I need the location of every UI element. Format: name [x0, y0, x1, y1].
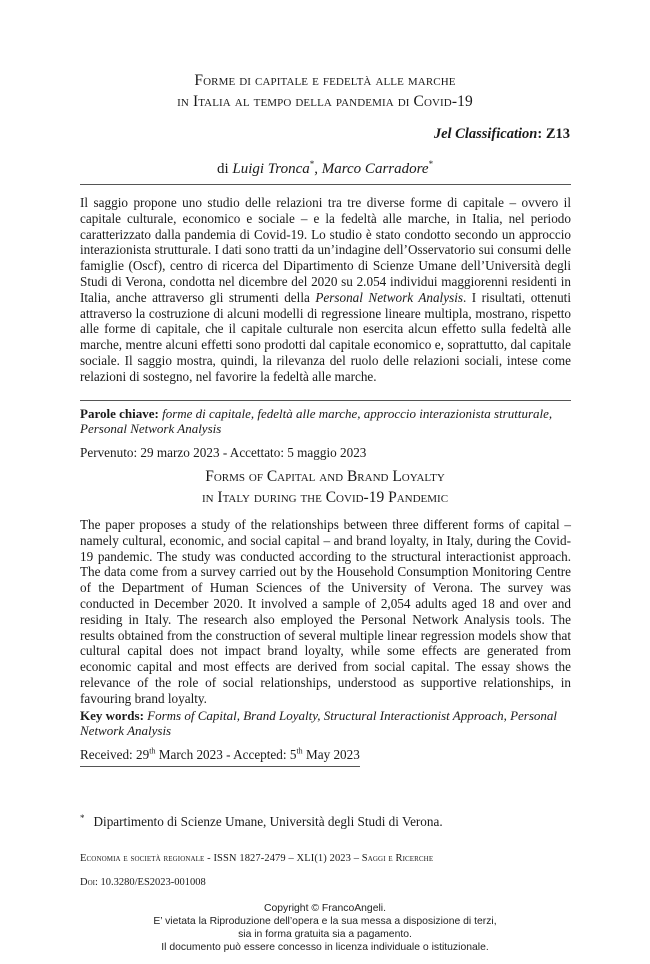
copyright-line-3: sia in forma gratuita sia a pagamento. [238, 929, 412, 940]
author-1-footnote-mark: * [309, 159, 315, 169]
copyright-line-4: Il documento può essere concesso in licenza individuale o istituzionale. [161, 942, 489, 953]
italian-abstract-text-1: Il saggio propone uno studio delle relazioni tra tre diverse forme di capitale – ovvero il capitale culturale, economico e sociale – e la fedeltà alle marche, in Italia, nel periodo caratterizzato dalla pandemia di Covid-19. Lo studio è stato condotto secondo un approccio interazionista strutturale. I dati sono tratti da un’indagine dell’Osservatorio sui consumi delle famiglie (Oscf), centro di ricerca del Dipartimento di Scienze Umane dell’Università degli Studi di Verona, condotta nel dicembre del 2020 su 2.054 individui maggiorenni residenti in Italia, anche attraverso gli strumenti della [80, 195, 571, 305]
italian-abstract [80, 195, 571, 385]
english-title-line-2: in Italy during the Covid-19 Pandemic [201, 489, 449, 506]
accepted-suffix: May 2023 [302, 747, 360, 762]
accepted-ordinal: th [296, 746, 303, 756]
received-prefix: Received: 29 [80, 747, 150, 762]
dates-underline-rule [80, 766, 360, 767]
italian-title-line-2: in Italia al tempo della pandemia di Covid-19 [177, 93, 473, 110]
english-abstract: The paper proposes a study of the relationships between three different forms of capital – namely cultural, economic, and social capital – and brand loyalty, in Italy, during the Covid-19 pandemic. The study was conducted according to the structural interactionist approach. The data come from a survey carried out by the Household Consumption Monitoring Centre of the Department of Human Sciences of the University of Verona. The survey was conducted in December 2020. It involved a sample of 2,054 adults aged 18 and over and residing in Italy. The research also employed the Personal Network Analysis tools. The results obtained from the construction of several multiple linear regression models show that cultural capital does not impact brand loyalty, while some effects are generated from economic capital and most effects are derived from social capital. The essay shows the relevance of the role of social relationships, understood as supportive relationships, in favouring brand loyalty. [80, 517, 571, 706]
copyright-notice [0, 902, 650, 954]
italian-abstract-italic: Personal Network Analysis [315, 289, 464, 305]
jel-code: Z13 [545, 126, 570, 142]
authors-prefix: di [216, 161, 233, 177]
italian-keywords [80, 406, 571, 436]
english-dates [80, 747, 360, 763]
english-keywords-label: Key words: [80, 708, 144, 723]
copyright-line-2: E’ vietata la Riproduzione dell’opera e la sua messa a disposizione di terzi, [153, 916, 497, 927]
italian-dates: Pervenuto: 29 marzo 2023 - Accettato: 5 maggio 2023 [80, 445, 367, 460]
italian-title-line-1: Forme di capitale e fedeltà alle marche [194, 72, 456, 89]
doi-line: Doi: 10.3280/ES2023-001008 [80, 877, 206, 888]
authors [0, 161, 650, 178]
journal-line: Economia e società regionale - ISSN 1827-2479 – XLI(1) 2023 – Saggi e Ricerche [80, 853, 434, 864]
italian-keywords-value: forme di capitale, fedeltà alle marche, approccio interazionista strutturale, Personal Network Analysis [80, 406, 553, 436]
jel-separator: : [537, 126, 546, 142]
italian-keywords-label: Parole chiave: [80, 406, 159, 421]
copyright-line-1: Copyright © FrancoAngeli. [263, 903, 386, 914]
jel-classification [434, 126, 570, 143]
english-keywords [80, 708, 571, 738]
received-ordinal: th [149, 746, 156, 756]
author-2: Marco Carradore [321, 161, 429, 177]
english-title [0, 466, 650, 508]
footnote-mark: * [80, 812, 85, 823]
author-2-footnote-mark: * [428, 159, 434, 169]
italian-title [0, 70, 650, 112]
footnote [80, 814, 443, 830]
abstract-bottom-rule [80, 400, 571, 401]
footnote-text: Dipartimento di Scienze Umane, Università degli Studi di Verona. [93, 814, 443, 829]
received-suffix: March 2023 - Accepted: 5 [155, 747, 297, 762]
jel-label: Jel Classification [433, 126, 538, 142]
italian-abstract-text-2: . I risultati, ottenuti attraverso la costruzione di alcuni modelli di regressione lineare multipla, mostrano, rispetto alle forme di capitale, che il capitale culturale non esercita alcun effetto sulla fedeltà alle marche, mentre alcuni effetti sono prodotti dal capitale economico e, soprattutto, dal capitale sociale. Il saggio mostra, quindi, la rilevanza del ruolo delle relazioni sociali, intese come relazioni di sostegno, nel favorire la fedeltà alle marche. [80, 289, 571, 384]
author-1: Luigi Tronca [232, 161, 310, 177]
abstract-top-rule [80, 184, 571, 185]
english-title-line-1: Forms of Capital and Brand Loyalty [205, 468, 445, 485]
authors-separator: , [314, 161, 322, 177]
english-keywords-value: Forms of Capital, Brand Loyalty, Structural Interactionist Approach, Personal Network Analysis [80, 708, 558, 738]
